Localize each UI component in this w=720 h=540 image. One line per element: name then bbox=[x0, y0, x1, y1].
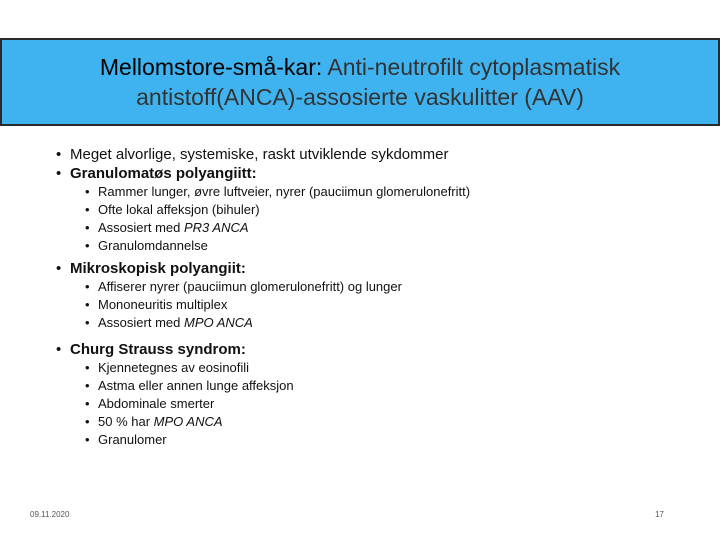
list-item: • Assosiert med MPO ANCA bbox=[56, 314, 696, 332]
bullet-granulomatosis: • Granulomatøs polyangiitt: bbox=[56, 164, 696, 183]
title-line-2: antistoff(ANCA)-assosierte vaskulitter (AAV) bbox=[136, 84, 584, 110]
title-rest: Anti-neutrofilt cytoplasmatisk bbox=[327, 54, 621, 80]
page-number: 17 bbox=[655, 510, 664, 519]
list-item: • 50 % har MPO ANCA bbox=[56, 413, 696, 431]
list-item: • Affiserer nyrer (pauciimun glomerulonefritt) og lunger bbox=[56, 278, 696, 296]
list-item: • Granulomdannelse bbox=[56, 237, 696, 255]
bullet-microscopic-polyangiitis: • Mikroskopisk polyangiit: bbox=[56, 259, 696, 278]
list-item: • Granulomer bbox=[56, 431, 696, 449]
bullet-overview: • Meget alvorlige, systemiske, raskt utviklende sykdommer bbox=[56, 145, 696, 164]
footer-date: 09.11.2020 bbox=[30, 510, 70, 519]
list-item: • Rammer lunger, øvre luftveier, nyrer (pauciimun glomerulonefritt) bbox=[56, 183, 696, 201]
list-item: • Mononeuritis multiplex bbox=[56, 296, 696, 314]
list-item: • Ofte lokal affeksjon (bihuler) bbox=[56, 201, 696, 219]
title-line-1 bbox=[100, 52, 620, 82]
bullet-churg-strauss: • Churg Strauss syndrom: bbox=[56, 340, 696, 359]
slide-title bbox=[0, 38, 720, 126]
list-item: • Astma eller annen lunge affeksjon bbox=[56, 377, 696, 395]
list-item: • Abdominale smerter bbox=[56, 395, 696, 413]
list-item: • Assosiert med PR3 ANCA bbox=[56, 219, 696, 237]
title-emphasis: Mellomstore-små-kar: bbox=[99, 54, 323, 80]
list-item: • Kjennetegnes av eosinofili bbox=[56, 359, 696, 377]
slide-body bbox=[56, 145, 696, 449]
